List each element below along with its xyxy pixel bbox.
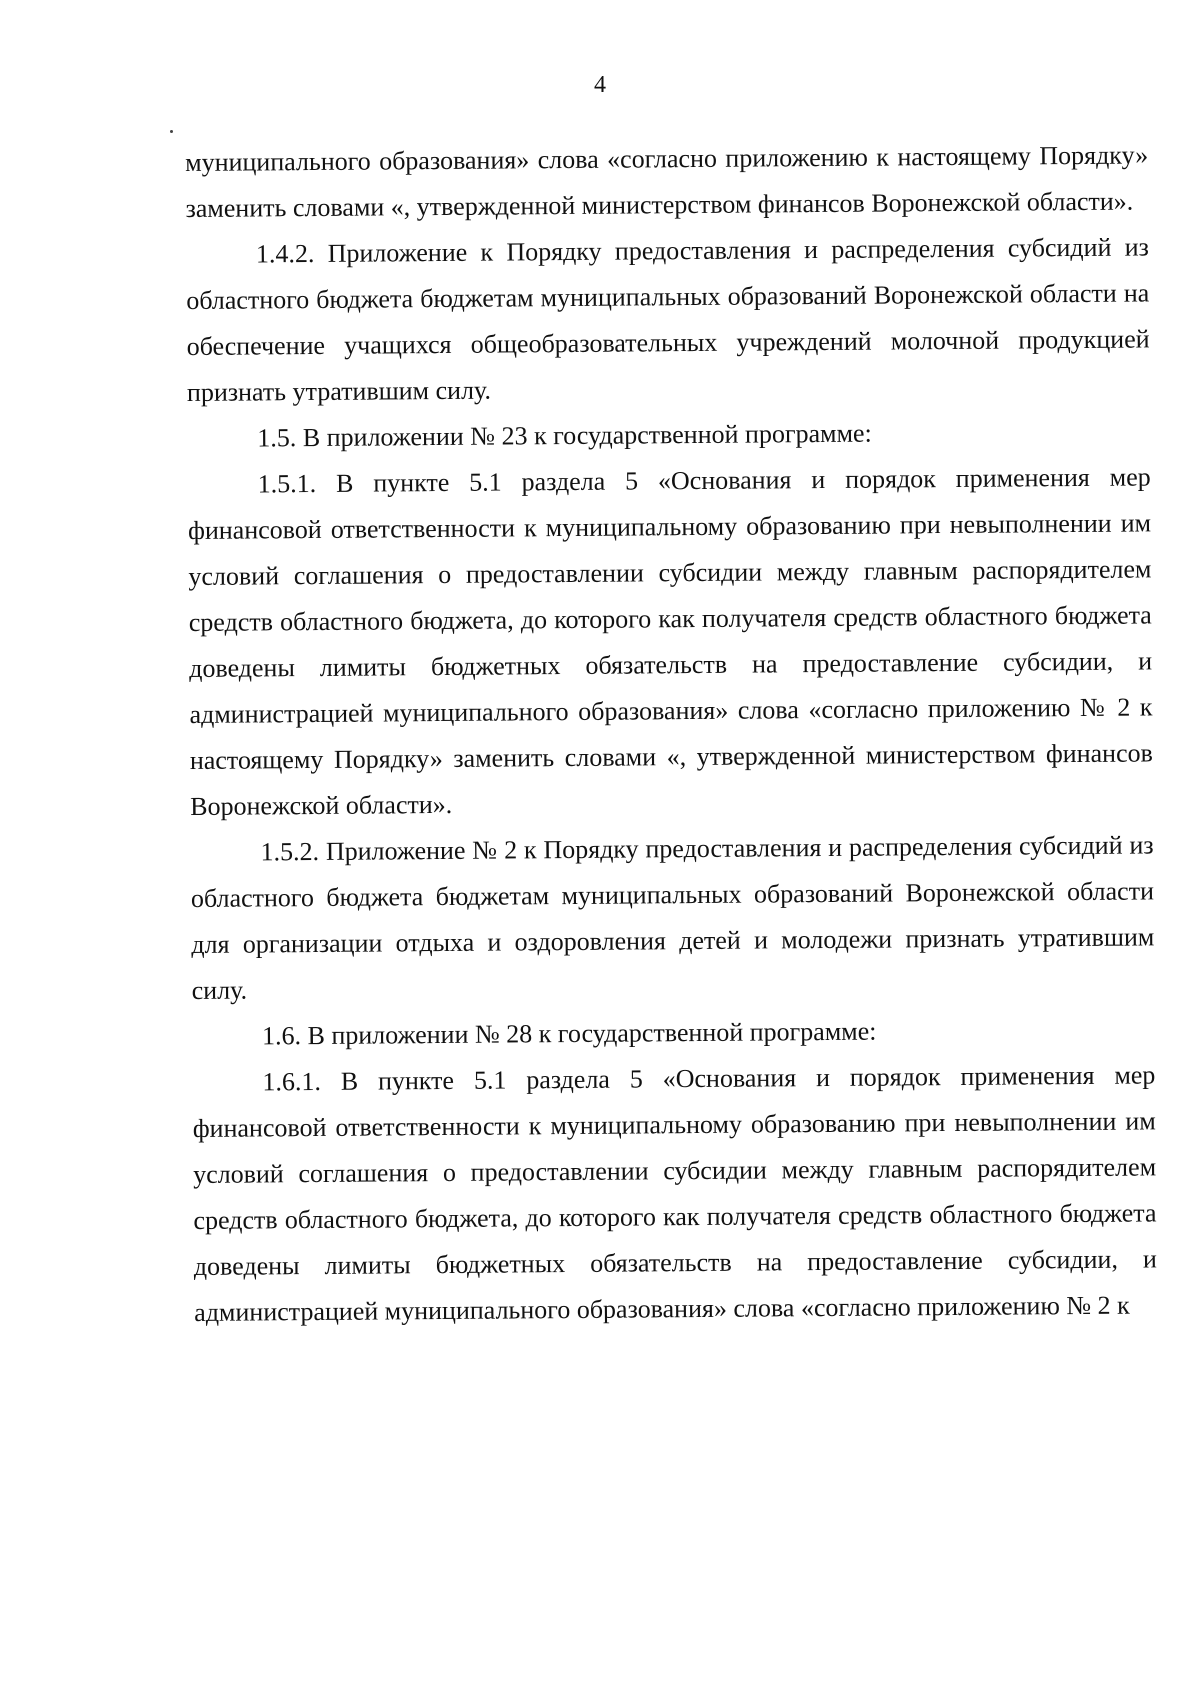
paragraph-1-5-1: 1.5.1. В пункте 5.1 раздела 5 «Основания и порядок применения мер финансовой ответственности к муниципальному образованию при невыполнении им условий соглашения о предоставлении субсидии между главным распорядителем средств областного бюджета, до которого как получателя средств областного бюджета доведены лимиты бюджетных обязательств на предоставление субсидии, и администрацией муниципального образования» слова «согласно приложению № 2 к настоящему Порядку» заменить словами «, утвержденной министерством финансов Воронежской области». (187, 462, 1153, 821)
paragraph-1-6-1: 1.6.1. В пункте 5.1 раздела 5 «Основания и порядок применения мер финансовой ответственности к муниципальному образованию при невыполнении им условий соглашения о предоставлении субсидии между главным распорядителем средств областного бюджета, до которого как получателя средств областного бюджета доведены лимиты бюджетных обязательств на предоставление субсидии, и администрацией муниципального образования» слова «согласно приложению № 2 к (192, 1060, 1157, 1327)
paragraph-1-4-2: 1.4.2. Приложение к Порядку предоставления и распределения субсидий из областного бюджета бюджетам муниципальных образований Воронежской области на обеспечение учащихся общеобразовательных учреждений молочной продукцией признать утратившим силу. (186, 232, 1150, 407)
document-body (185, 132, 1157, 1336)
page-number: 4 (594, 72, 606, 98)
paragraph-1-5-2: 1.5.2. Приложение № 2 к Порядку предоставления и распределения субсидий из областного бюджета бюджетам муниципальных образований Воронежской области для организации отдыха и оздоровления детей и молодежи признать утратившим силу. (190, 830, 1155, 1005)
paragraph-continuation: муниципального образования» слова «согласно приложению к настоящему Порядку» заменить словами «, утвержденной министерством финансов Воронежской области». (185, 140, 1149, 223)
scan-artifact-dot (170, 130, 173, 133)
paragraph-1-5: 1.5. В приложении № 23 к государственной программе: (257, 418, 872, 453)
paragraph-1-6: 1.6. В приложении № 28 к государственной программе: (261, 1016, 877, 1051)
